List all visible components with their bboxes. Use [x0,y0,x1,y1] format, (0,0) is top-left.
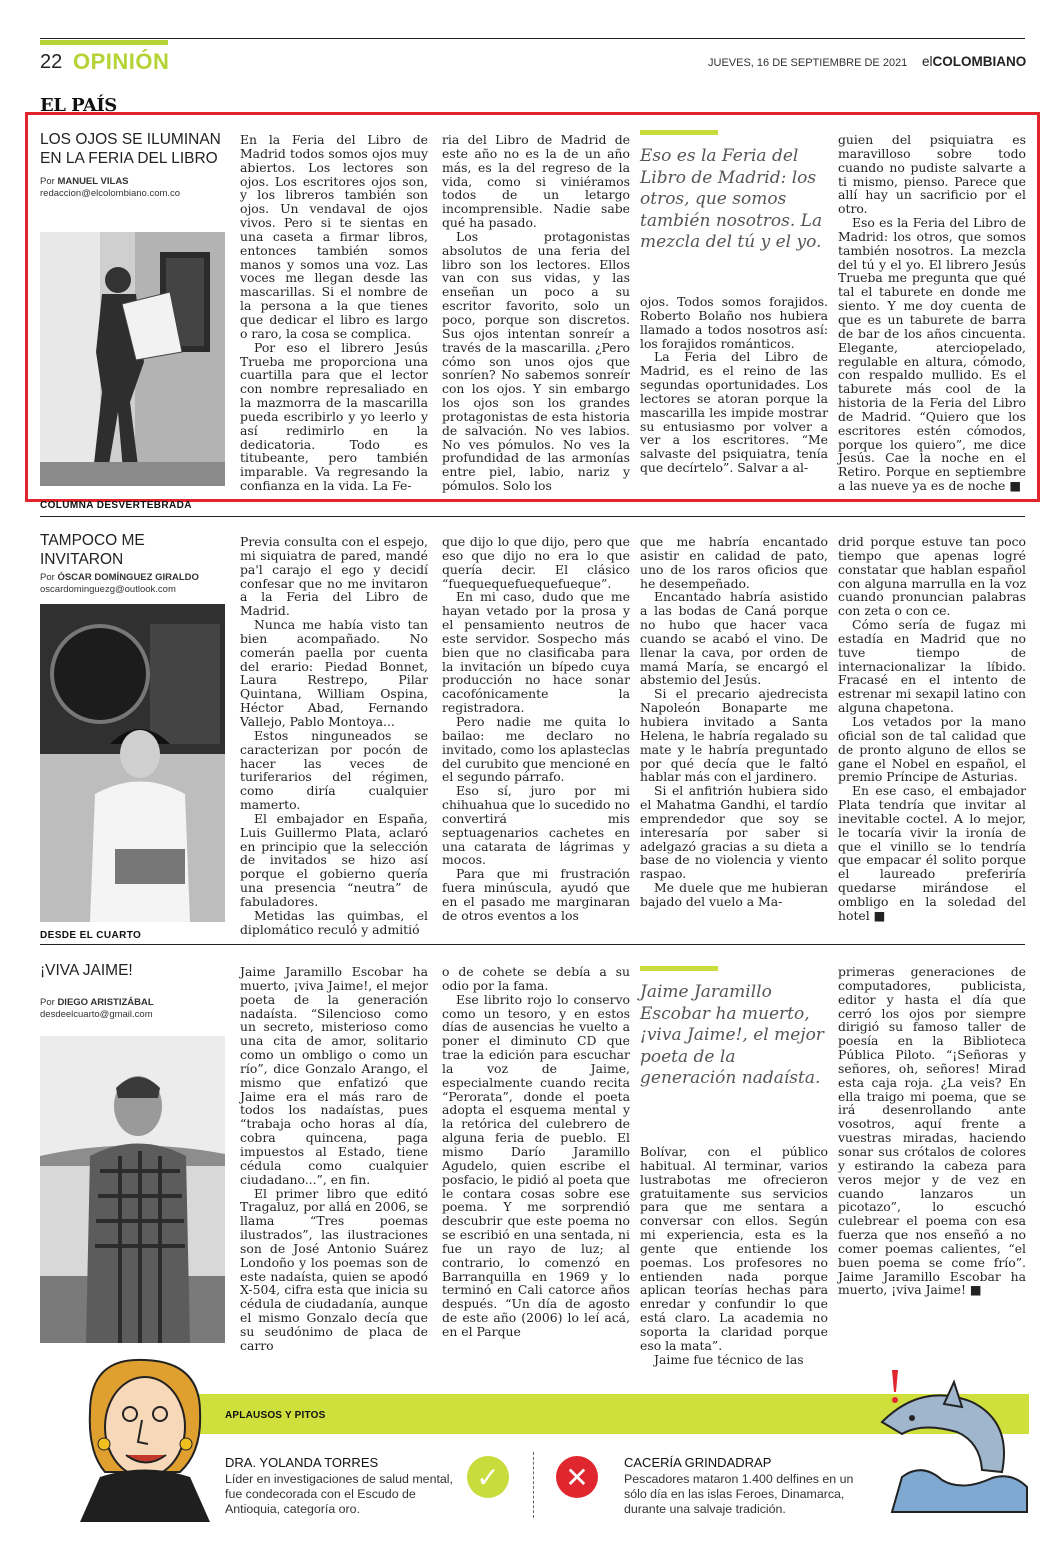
article-column: Jaime Jaramillo Escobar ha muerto, ¡viva Jaime!, el mejor poeta de la generación nadaísta. “Silencioso como un secreto, misterioso como una cita de amor, solitario como un ombligo o como un río”, dice Gonzalo Arango, el mismo que enfatizó que Jaime era el más raro de todos los nadaístas, pues “trabaja ocho horas al día, cobra quincena, paga impuestos al Estado, tiene cédula como cualquier ciudadano...”, en fin. El primer libro que editó Tragaluz, por allá en 2006, se llama “Tres poemas ilustrados”, las ilustraciones son de José Antonio Suárez Londoño y los poemas son de este nadaísta, quien se apodó X-504, cifra esta que inicia su cédula de ciudadanía, aunque el mismo Gonzalo decía que su seudónimo de placa de carro [240,964,428,1353]
article-byline: Por ÓSCAR DOMÍNGUEZ GIRALDO oscardominguezg@outlook.com [40,572,199,596]
aplauso-text: Líder en investigaciones de salud mental, fue condecorada con el Escudo de Antioquia, categoría oro. [225,1472,453,1516]
section-accent-bar [40,40,168,45]
article-column: o de cohete se debía a su odio por la fama. Ese librito rojo lo conservo como un tesoro, y en estos días de ausencias he vuelto a poner el diminuto CD que trae la edición para escuchar la voz de Jaime, especialmente cuando recita “Perorata”, donde el poeta adopta el esquema mental y la retórica del culebrero de alguna feria de pueblo. El mismo Darío Jaramillo Agudelo, quien escribe el posfacio, le pidió al poeta que le contara cosas sobre ese poema. Y me sorprendió descubrir que este poema no se escribió en una sentada, ni fue un rayo de luz; al contrario, lo comenzó en Barranquilla en 1969 y lo terminó en Cali catorce años después. “Un día de agosto de este año (2006) lo leí acá, en el Parque [442,964,630,1339]
pito-text: Pescadores mataron 1.400 delfines en un sólo día en las islas Feroes, Dinamarca, durante una salvaje tradición. [624,1472,854,1516]
article-top-rule [40,944,1025,945]
author-photo [40,1036,225,1343]
x-icon: ✕ [556,1456,598,1498]
article-column: que me habría encantado asistir en calidad de pato, uno de los raros oficios que he desempeñado. Encantado habría asistido a las bodas de Caná porque no hubo que hacer vaca cuando se acabó el vino. De llenar la cava, por orden de mamá María, se encargó el abstemio del Jesús. Si el precario ajedrecista Napoleón Bonaparte me hubiera invitado a Santa Helena, le habría regalado su mate y le habría preguntado por qué decía que le faltó hablar más con el jardinero. Si el anfitrión hubiera sido el Mahatma Gandhi, el tardío emprendedor que soy se interesaría por saber si adelgazó gracias a su dieta a base de no violencia y viento raspao. Me duele que me hubieran bajado del vuelo a Ma- [640,534,828,909]
article-column: drid porque estuve tan poco tiempo que apenas logré constatar que hablan español con alguna marrulla en la voz cuando pronuncian palabras con zeta o con ce. Cómo sería de fugaz mi estadía en Madrid que no tuve tiempo de internacionalizar la líbido. Fracasé en el intento de estrenar mi sexapil latino con alguna chapetona. Los vetados por la mano oficial son de tal calidad que de pronto alguno de ellos se gane el Nobel en español, el premio Príncipe de Asturias. En ese caso, el embajador Plata tendría que invitar al inevitable coctel. A lo mejor, le tocaría vivir la ironía de que el vinillo se lo tendría que empacar él solito porque el laureado preferiría quedarse mirándose el ombligo en la soledad del hotel ■ [838,534,1026,923]
header-rule [40,38,1025,39]
article-column: que dijo lo que dijo, pero que eso que dijo no era lo que quería decir. El clásico “fuequequefuequefueque”. En mi caso, dudo que me hayan vetado por la prosa y el pensamiento neutros de este servidor. Sospecho más bien que no clasificaba para la invitación un bípedo cuya producción no hace sonar cacofónicamente la registradora. Pero nadie me quita lo bailao: me declaro no invitado, como los aplasteclas del curubito que mencioné en el segundo párrafo. Eso sí, juro por mi chihuahua que lo sucedido no convertirá mis septuagenarios cachetes en una catarata de lágrimas y mocos. Para que mi frustración fuera minúscula, ayudó que en el pasado me marginaran de otros eventos a los [442,534,630,923]
author-photo [40,604,225,922]
article-byline: Por DIEGO ARISTIZÁBAL desdeelcuarto@gmail.com [40,997,154,1021]
page-number: 22 [40,51,63,73]
newspaper-masthead: elCOLOMBIANO [922,54,1027,69]
article-title: ¡VIVA JAIME! [40,962,133,979]
article-column: guien del psiquiatra es maravilloso sobre todo cuando no pudiste salvarte a ti mismo, pienso. Parece que allí hay un sacrificio por el otro. Eso es la Feria del Libro de Madrid: los otros, que somos también nosotros. La mezcla del tú y el yo. El librero Jesús Trueba me pregunta que qué tal el taburete en donde me siento. Y me doy cuenta de que es un taburete de barra de bar de los años cincuenta. Elegante, aterciopelado, regulable en altura, cómodo, con respaldo mullido. Es el taburete más cool de la historia de la Feria del Libro de Madrid. “Quiero que los escritores estén cómodos, porque los quiero”, me dice Jesús. Cae la noche en el Retiro. Porque en septiembre a las nueve ya es de noche ■ [838,132,1026,494]
column-kicker: DESDE EL CUARTO [40,930,142,941]
pito-name: CACERÍA GRINDADRAP [624,1455,772,1470]
column-kicker: COLUMNA DESVERTEBRADA [40,500,192,511]
pull-quote: Eso es la Feria del Libro de Madrid: los otros, que somos también nosotros. La mezcla del tú y el yo. [640,146,823,252]
issue-date: JUEVES, 16 DE SEPTIEMBRE DE 2021 [708,57,908,69]
caricature-illustration [60,1352,220,1522]
aplausos-divider [533,1452,534,1518]
article-column: ria del Libro de Madrid de este año no es la de un año más, es la del regreso de la vida, como si viniéramos todos de un letargo incomprensible. Nadie sabe qué ha pasado. Los protagonistas absolutos de una feria del libro son los lectores. Ellos van con sus vidas, y las enseñan un poco a su escritor favorito, solo un poco, porque son discretos. Sus ojos intentan sonreír a través de la mascarilla. ¿Pero cómo son unos ojos que sonríen? No sabemos sonreír con los ojos. Y sin embargo los ojos son los grandes protagonistas de esta historia de salvación. No ves labios. No ves pómulos. No ves la profundidad de las armonías entre piel, labio, nariz y pómulos. Solo los [442,132,630,494]
aplauso-name: DRA. YOLANDA TORRES [225,1455,379,1470]
article-column: Previa consulta con el espejo, mi siquiatra de pared, mandé pa'l carajo el ego y decidí confesar que no me invitaron a la Feria del Libro de Madrid. Nunca me había visto tan bien acompañado. No comerán paella por cuenta del erario: Piedad Bonnet, Laura Restrepo, Pilar Quintana, William Ospina, Héctor Abad, Fernando Vallejo, Pablo Montoya... Estos ninguneados se caracterizan por pocón de hacer las veces de turiferarios del régimen, como diría cualquier mamerto. El embajador en España, Luis Guillermo Plata, aclaró en principio que la selección de invitados se hizo así porque el gobierno quería una presencia “neutra” de fabuladores. Metidas las quimbas, el diplomático reculó y admitió [240,534,428,937]
article-column: En la Feria del Libro de Madrid todos somos ojos muy abiertos. Los lectores son ojos. Los escritores ojos son, y los libreros también son ojos. Un vendaval de ojos vivos. Pero si te sientas en una caseta a firmar libros, entonces también somos manos y somos una voz. Las voces me llegan desde las mascarillas. Si el nombre de la persona a la que tienes que dedicar el libro es largo o raro, la cosa se complica. Por eso el librero Jesús Trueba me proporciona una cuartilla para que el lector con nombre represaliado en la mazmorra de la mascarilla pueda escribirlo y yo leerlo y así redimirlo en la dedicatoria. Todo es titubeante, pero también imparable. Va regresando la confianza en la vida. La Fe- [240,132,428,494]
selection-highlight-box [25,112,1040,502]
section-title: OPINIÓN [73,49,170,74]
article-column: Bolívar, con el público habitual. Al terminar, varios lustrabotas me ofrecieron gratuitamente sus servicios para que me sentara a conversar con ellos. Según mi experiencia, esta es la gente que entiende los poemas. Los profesores no entienden nada porque aplican teorías hechas para enredar y confundir lo que está claro. La academia no soporta la claridad porque eso la mata”. Jaime fue técnico de las [640,1144,828,1367]
article-title: TAMPOCO ME INVITARON [40,532,145,568]
quote-accent-bar [640,966,718,971]
article-top-rule [40,516,1025,517]
pull-quote: Jaime Jaramillo Escobar ha muerto, ¡viva Jaime!, el mejor poeta de la generación nadaísta. [640,982,824,1088]
article-byline: Por MANUEL VILAS redaccion@elcolombiano.com.co [40,176,181,200]
article-title: LOS OJOS SE ILUMINAN EN LA FERIA DEL LIBRO [40,131,221,167]
aplausos-label: APLAUSOS Y PITOS [225,1410,326,1421]
article-column: ojos. Todos somos forajidos. Roberto Bolaño nos hubiera llamado a todos nosotros así: los forajidos románticos. La Feria del Libro de Madrid, es el reino de las segundas oportunidades. Los lectores se atoran porque la mascarilla les impide mostrar su entusiasmo por volver a ver a los escritores. “Me salvaste del psiquiatra, tenía que decírtelo”. Salvar a al- [640,294,828,476]
check-icon: ✓ [467,1456,509,1498]
article-column: primeras generaciones de computadores, publicista, editor y hasta el día que cerró los ojos por siempre dirigió su famoso taller de poesía en la Biblioteca Pública Piloto. “¡Señoras y señores, oh, señores! Mirad esta caja roja. ¿La veis? En ella traigo mi poema, que se irá desenrollando ante vosotros, aquí frente a vuestras miradas, haciendo sonar sus crótalos de colores y estirando la cabeza para veros mejor y de vez en cuando lanzaros un picotazo”, lo escuchó culebrear el poema con esa fuerza que nos enseñó a no comer poemas calientes, “el buen poema se come frío”. Jaime Jaramillo Escobar ha muerto, ¡viva Jaime! ■ [838,964,1026,1298]
el-pais-logo: EL PAÍS [40,95,117,116]
dolphin-illustration [862,1352,1032,1512]
